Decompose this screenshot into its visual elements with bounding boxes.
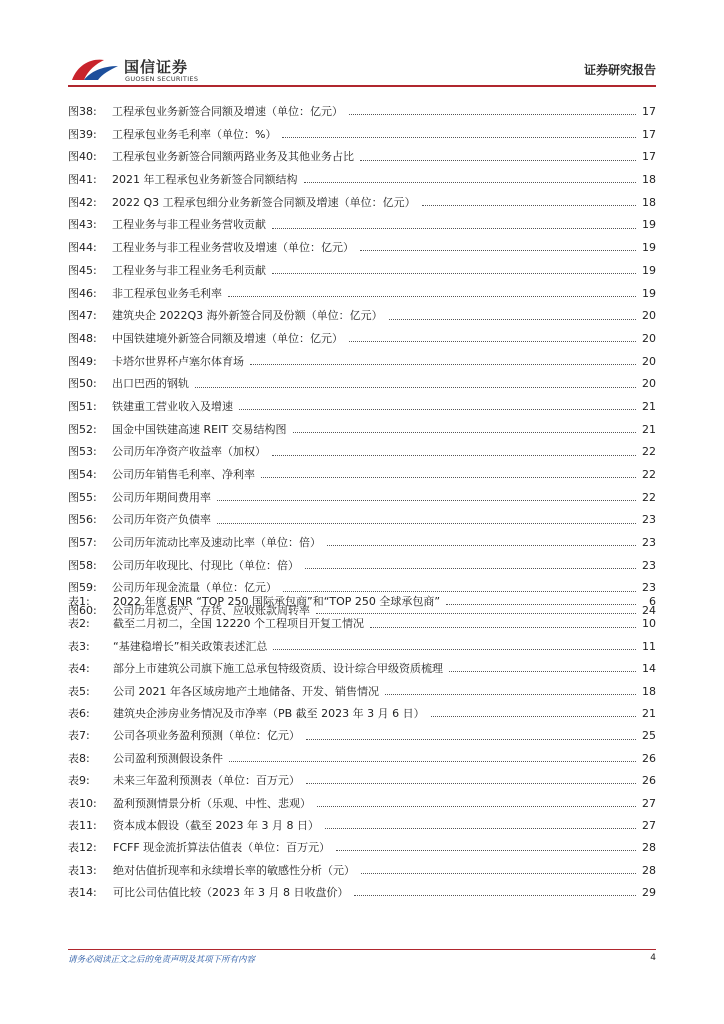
dot-leader — [293, 431, 636, 433]
figure-entry-page: 18 — [642, 195, 656, 209]
dot-leader — [325, 827, 636, 829]
table-entry-page: 26 — [642, 774, 656, 788]
brand-name-en: GUOSEN SECURITIES — [125, 75, 199, 83]
figure-entry-title: 公司历年期间费用率 — [112, 490, 211, 504]
guosen-logo — [70, 54, 230, 84]
dot-leader — [385, 693, 636, 695]
figure-entry-title: 公司历年收现比、付现比（单位：倍） — [112, 558, 299, 572]
figure-entry-label: 图57: — [68, 536, 97, 550]
figure-entry[interactable] — [68, 351, 656, 374]
table-entry[interactable] — [68, 703, 656, 725]
dot-leader — [327, 544, 636, 546]
table-list — [68, 591, 656, 904]
figure-entry-page: 19 — [642, 286, 656, 300]
figure-entry-label: 图42: — [68, 195, 97, 209]
figure-entry-page: 22 — [642, 468, 656, 481]
figure-entry-label: 图60: — [68, 604, 97, 618]
table-entry-title: 未来三年盈利预测表（单位：百万元） — [113, 774, 300, 788]
figure-entry-label: 图53: — [68, 445, 97, 459]
dot-leader — [195, 386, 636, 388]
figure-entry-title: 公司历年现金流量（单位：亿元） — [112, 581, 277, 595]
figure-entry-page: 21 — [642, 399, 656, 413]
table-entry-label: 表9: — [68, 774, 90, 788]
figure-entry[interactable] — [68, 214, 656, 237]
table-entry-page: 6 — [649, 595, 656, 608]
table-entry[interactable] — [68, 591, 656, 613]
table-entry-title: 建筑央企涉房业务情况及市净率（PB 截至 2023 年 3 月 6 日） — [113, 706, 425, 720]
table-entry-title: FCFF 现金流折算法估值表（单位：百万元） — [113, 841, 331, 855]
figure-entry-title: 工程承包业务毛利率（单位：%） — [112, 127, 277, 141]
table-entry-label: 表7: — [68, 729, 90, 743]
figure-entry-label: 图52: — [68, 422, 97, 436]
figure-entry-page: 19 — [642, 218, 656, 232]
dot-leader — [272, 454, 636, 456]
figure-entry[interactable] — [68, 124, 656, 147]
figure-entry-title: 2022 Q3 工程承包细分业务新签合同额及增速（单位：亿元） — [112, 195, 416, 209]
dot-leader — [282, 136, 636, 138]
table-entry-page: 14 — [642, 662, 656, 676]
table-entry-label: 表4: — [68, 662, 90, 676]
table-entry-page: 26 — [642, 751, 656, 765]
figure-entry-title: 出口巴西的钢轨 — [112, 377, 189, 391]
brand-name-cn: 国信证券 — [124, 58, 189, 76]
figure-entry-label: 图45: — [68, 263, 97, 277]
dot-leader — [446, 603, 636, 605]
table-entry-page: 21 — [642, 706, 656, 720]
table-entry-page: 28 — [642, 841, 656, 855]
figure-entry-label: 图48: — [68, 331, 97, 345]
figure-entry[interactable] — [68, 487, 656, 510]
figure-entry-title: 工程业务与非工程业务营收贡献 — [112, 218, 266, 232]
table-entry-label: 表6: — [68, 706, 90, 720]
table-entry-title: “基建稳增长”相关政策表述汇总 — [113, 639, 268, 653]
figure-entry[interactable] — [68, 373, 656, 396]
table-entry[interactable] — [68, 613, 656, 635]
dot-leader — [389, 318, 636, 320]
figure-entry[interactable] — [68, 555, 656, 578]
figure-entry-page: 17 — [642, 150, 656, 164]
figure-entry[interactable] — [68, 305, 656, 328]
figure-entry-page: 23 — [642, 558, 656, 572]
figure-entry-label: 图49: — [68, 354, 97, 368]
dot-leader — [349, 113, 636, 115]
figure-entry[interactable] — [68, 532, 656, 555]
table-entry[interactable] — [68, 860, 656, 882]
dot-leader — [261, 476, 636, 478]
table-entry-label: 表11: — [68, 818, 97, 832]
figure-entry-page: 17 — [642, 127, 656, 141]
figure-list — [68, 101, 656, 623]
figure-entry-title: 公司历年净资产收益率（加权） — [112, 445, 266, 459]
figure-entry-label: 图38: — [68, 105, 97, 118]
figure-entry-title: 公司历年流动比率及速动比率（单位：倍） — [112, 536, 321, 550]
figure-entry-label: 图56: — [68, 513, 97, 527]
table-entry-title: 绝对估值折现率和永续增长率的敏感性分析（元） — [113, 863, 355, 877]
figure-entry[interactable] — [68, 464, 656, 487]
figure-entry-title: 2021 年工程承包业务新签合同额结构 — [112, 173, 298, 187]
dot-leader — [336, 849, 636, 851]
dot-leader — [306, 782, 636, 784]
dot-leader — [272, 227, 636, 229]
figure-entry[interactable] — [68, 101, 656, 124]
figure-entry-title: 工程承包业务新签合同额两路业务及其他业务占比 — [112, 150, 354, 164]
table-entry[interactable] — [68, 793, 656, 815]
figure-entry-page: 23 — [642, 581, 656, 595]
table-entry-title: 2022 年度 ENR “TOP 250 国际承包商”和“TOP 250 全球承包商” — [113, 595, 441, 608]
table-entry-title: 可比公司估值比较（2023 年 3 月 8 日收盘价） — [113, 886, 349, 900]
dot-leader — [422, 204, 636, 206]
figure-entry-page: 21 — [642, 422, 656, 436]
figure-entry[interactable] — [68, 237, 656, 260]
table-entry[interactable] — [68, 837, 656, 859]
figure-entry-label: 图55: — [68, 490, 97, 504]
dot-leader — [317, 805, 636, 807]
table-entry-title: 公司各项业务盈利预测（单位：亿元） — [113, 729, 300, 743]
dot-leader — [250, 363, 636, 365]
table-entry-page: 27 — [642, 818, 656, 832]
table-entry-title: 公司 2021 年各区域房地产土地储备、开发、销售情况 — [113, 684, 379, 698]
table-entry[interactable] — [68, 815, 656, 837]
figure-entry[interactable] — [68, 441, 656, 464]
figure-entry-page: 20 — [642, 377, 656, 391]
dot-leader — [449, 670, 636, 672]
figure-entry-page: 22 — [642, 445, 656, 459]
dot-leader — [361, 872, 636, 874]
figure-entry-title: 建筑央企 2022Q3 海外新签合同及份额（单位：亿元） — [112, 309, 383, 323]
page-number: 4 — [650, 953, 656, 963]
figure-entry[interactable] — [68, 146, 656, 169]
figure-entry-page: 23 — [642, 513, 656, 527]
dot-leader — [273, 648, 636, 650]
table-entry-title: 公司盈利预测假设条件 — [113, 751, 223, 765]
table-entry-page: 25 — [642, 729, 656, 743]
figure-entry-page: 23 — [642, 536, 656, 550]
table-entry[interactable] — [68, 725, 656, 747]
dot-leader — [431, 715, 636, 717]
table-entry[interactable] — [68, 748, 656, 770]
figure-entry-label: 图44: — [68, 241, 97, 255]
header-divider — [68, 85, 656, 87]
table-entry-page: 28 — [642, 863, 656, 877]
figure-entry-label: 图41: — [68, 173, 97, 187]
figure-entry-title: 非工程承包业务毛利率 — [112, 286, 222, 300]
dot-leader — [229, 760, 636, 762]
table-entry-page: 11 — [642, 639, 656, 653]
figure-entry[interactable] — [68, 419, 656, 442]
figure-entry[interactable] — [68, 509, 656, 532]
dot-leader — [239, 408, 636, 410]
table-entry[interactable] — [68, 681, 656, 703]
figure-entry-page: 20 — [642, 309, 656, 323]
table-entry-title: 盈利预测情景分析（乐观、中性、悲观） — [113, 796, 311, 810]
table-entry[interactable] — [68, 658, 656, 680]
guosen-logo-icon — [70, 54, 122, 84]
figure-entry-label: 图59: — [68, 581, 97, 595]
table-entry-page: 27 — [642, 796, 656, 810]
table-entry-label: 表13: — [68, 863, 97, 877]
dot-leader — [370, 626, 636, 628]
figure-entry[interactable] — [68, 396, 656, 419]
figure-entry-title: 国金中国铁建高速 REIT 交易结构图 — [112, 422, 287, 436]
figure-entry[interactable] — [68, 283, 656, 306]
dot-leader — [272, 272, 636, 274]
figure-entry-label: 图51: — [68, 399, 97, 413]
table-entry-title: 资本成本假设（截至 2023 年 3 月 8 日） — [113, 818, 319, 832]
figure-entry-label: 图50: — [68, 377, 97, 391]
figure-entry[interactable] — [68, 260, 656, 283]
figure-entry-title: 公司历年总资产、存货、应收账款周转率 — [112, 604, 310, 618]
table-entry-label: 表3: — [68, 639, 90, 653]
figure-entry-page: 17 — [642, 105, 656, 118]
table-entry-page: 18 — [642, 684, 656, 698]
dot-leader — [360, 159, 636, 161]
footer-disclaimer: 请务必阅读正文之后的免责声明及其项下所有内容 — [68, 955, 256, 965]
figure-entry-label: 图39: — [68, 127, 97, 141]
figure-entry-title: 中国铁建境外新签合同额及增速（单位：亿元） — [112, 331, 343, 345]
figure-entry[interactable] — [68, 169, 656, 192]
figure-entry[interactable] — [68, 328, 656, 351]
figure-entry[interactable] — [68, 192, 656, 215]
table-entry-label: 表10: — [68, 796, 97, 810]
figure-entry-label: 图54: — [68, 468, 97, 481]
figure-entry-page: 19 — [642, 263, 656, 277]
figure-entry-label: 图40: — [68, 150, 97, 164]
dot-leader — [349, 340, 636, 342]
page-header — [0, 0, 724, 90]
table-entry-title: 部分上市建筑公司旗下施工总承包特级资质、设计综合甲级资质梳理 — [113, 662, 443, 676]
table-entry-label: 表8: — [68, 751, 90, 765]
table-entry-title: 截至二月初二，全国 12220 个工程项目开复工情况 — [113, 617, 364, 631]
figure-entry-label: 图43: — [68, 218, 97, 232]
dot-leader — [360, 249, 636, 251]
figure-entry-page: 20 — [642, 331, 656, 345]
dot-leader — [306, 738, 636, 740]
report-type-label: 证券研究报告 — [583, 63, 656, 77]
footer-divider — [68, 949, 656, 950]
table-entry-label: 表14: — [68, 886, 97, 900]
table-entry-label: 表5: — [68, 684, 90, 698]
figure-entry-title: 卡塔尔世界杯卢塞尔体育场 — [112, 354, 244, 368]
table-entry-label: 表12: — [68, 841, 97, 855]
figure-entry-label: 图47: — [68, 309, 97, 323]
figure-entry-title: 工程承包业务新签合同额及增速（单位：亿元） — [112, 105, 343, 118]
figure-entry-page: 18 — [642, 173, 656, 187]
figure-entry-title: 工程业务与非工程业务营收及增速（单位：亿元） — [112, 241, 354, 255]
table-entry-label: 表2: — [68, 617, 90, 631]
dot-leader — [305, 567, 636, 569]
dot-leader — [304, 181, 637, 183]
figure-entry-page: 22 — [642, 490, 656, 504]
figure-entry-title: 公司历年资产负债率 — [112, 513, 211, 527]
table-entry-page: 29 — [642, 886, 656, 900]
table-entry[interactable] — [68, 770, 656, 792]
dot-leader — [217, 499, 636, 501]
dot-leader — [228, 295, 636, 297]
table-entry-page: 10 — [642, 617, 656, 631]
dot-leader — [354, 894, 636, 896]
figure-entry-page: 19 — [642, 241, 656, 255]
figure-entry-page: 24 — [642, 604, 656, 618]
table-entry-label: 表1: — [68, 595, 90, 608]
figure-entry-title: 铁建重工营业收入及增速 — [112, 399, 233, 413]
figure-entry-page: 20 — [642, 354, 656, 368]
dot-leader — [217, 522, 636, 524]
table-entry[interactable] — [68, 882, 656, 904]
figure-entry-label: 图46: — [68, 286, 97, 300]
figure-entry-title: 工程业务与非工程业务毛利贡献 — [112, 263, 266, 277]
table-entry[interactable] — [68, 636, 656, 658]
figure-entry-title: 公司历年销售毛利率、净利率 — [112, 468, 255, 481]
figure-entry-label: 图58: — [68, 558, 97, 572]
